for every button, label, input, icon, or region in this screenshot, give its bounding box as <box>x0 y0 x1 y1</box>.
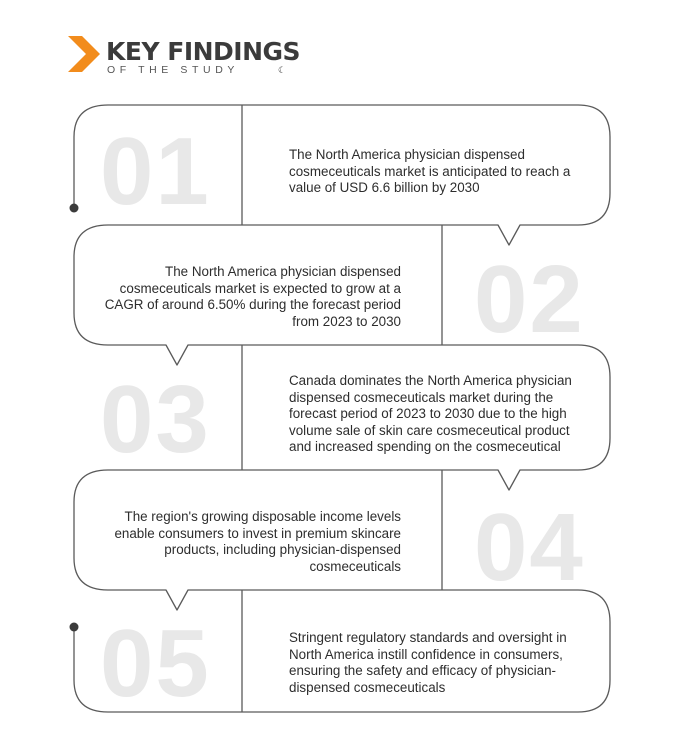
finding-text-2: The North America physician dispensed cosmeceuticals market is expected to grow at a CAGR of around 6.50% during the forecast period from 2023 to 2030 <box>104 264 401 329</box>
finding-text-4: The region's growing disposable income levels enable consumers to invest in premium skincare products, including physician-dispensed cosmeceuticals <box>114 509 401 574</box>
finding-number-3: 03 <box>100 366 211 473</box>
finding-number-2: 02 <box>474 246 585 353</box>
page-title: KEY FINDINGS <box>106 37 301 66</box>
finding-text-3: Canada dominates the North America physician dispensed cosmeceuticals market during the forecast period of 2023 to 2030 due to the high volume sale of skin care cosmeceutical product and increased spending on the cosmeceutical <box>289 373 572 454</box>
finding-text-5: Stringent regulatory standards and oversight in North America instill confidence in consumers, ensuring the safety and efficacy of physician-dispensed cosmeceuticals <box>289 630 567 695</box>
end-dot <box>70 623 79 632</box>
start-dot <box>70 204 79 213</box>
page-subtitle: OF THE STUDY <box>107 64 240 76</box>
finding-number-4: 04 <box>474 494 585 601</box>
finding-text-1: The North America physician dispensed cosmeceuticals market is anticipated to reach a value of USD 6.6 billion by 2030 <box>289 147 571 195</box>
crescent-moon-icon: ☾ <box>278 65 287 75</box>
finding-number-1: 01 <box>100 118 211 225</box>
finding-number-5: 05 <box>100 610 211 717</box>
